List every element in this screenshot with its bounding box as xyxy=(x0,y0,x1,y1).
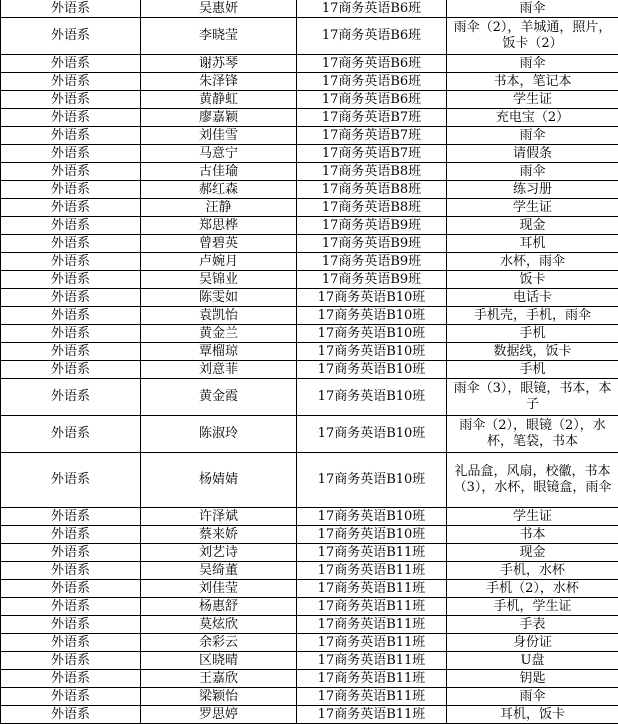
table-row xyxy=(1,163,618,181)
class-cell: 17商务英语B9班 xyxy=(297,271,447,289)
table-body xyxy=(1,0,618,724)
table-row xyxy=(1,325,618,343)
items-cell: 耳机，饭卡 xyxy=(447,706,618,724)
class-cell: 17商务英语B6班 xyxy=(297,73,447,91)
items-cell: 书本，笔记本 xyxy=(447,73,618,91)
class-cell: 17商务英语B7班 xyxy=(297,145,447,163)
class-cell: 17商务英语B10班 xyxy=(297,453,447,508)
table-row xyxy=(1,55,618,73)
table-row xyxy=(1,634,618,652)
class-cell: 17商务英语B11班 xyxy=(297,652,447,670)
name-cell: 区晓晴 xyxy=(141,652,297,670)
name-cell: 吴绮董 xyxy=(141,562,297,580)
class-cell: 17商务英语B10班 xyxy=(297,379,447,416)
department-cell: 外语系 xyxy=(1,634,141,652)
items-cell: 钥匙 xyxy=(447,670,618,688)
department-cell: 外语系 xyxy=(1,253,141,271)
department-cell: 外语系 xyxy=(1,616,141,634)
name-cell: 卢婉月 xyxy=(141,253,297,271)
department-cell: 外语系 xyxy=(1,18,141,55)
department-cell: 外语系 xyxy=(1,199,141,217)
table-row xyxy=(1,670,618,688)
table-row xyxy=(1,235,618,253)
items-cell: 雨伞 xyxy=(447,127,618,145)
class-cell: 17商务英语B10班 xyxy=(297,526,447,544)
table-row xyxy=(1,253,618,271)
department-cell: 外语系 xyxy=(1,0,141,18)
class-cell: 17商务英语B8班 xyxy=(297,199,447,217)
items-cell: 手表 xyxy=(447,616,618,634)
table-row xyxy=(1,562,618,580)
name-cell: 廖嘉颖 xyxy=(141,109,297,127)
table-row xyxy=(1,127,618,145)
department-cell: 外语系 xyxy=(1,343,141,361)
table-row xyxy=(1,343,618,361)
table-row xyxy=(1,688,618,706)
class-cell: 17商务英语B10班 xyxy=(297,325,447,343)
department-cell: 外语系 xyxy=(1,217,141,235)
name-cell: 李晓莹 xyxy=(141,18,297,55)
items-cell: 饭卡 xyxy=(447,271,618,289)
name-cell: 余彩云 xyxy=(141,634,297,652)
name-cell: 朱泽锋 xyxy=(141,73,297,91)
class-cell: 17商务英语B9班 xyxy=(297,235,447,253)
table-row xyxy=(1,217,618,235)
department-cell: 外语系 xyxy=(1,544,141,562)
class-cell: 17商务英语B11班 xyxy=(297,562,447,580)
items-cell: 身份证 xyxy=(447,634,618,652)
table-row xyxy=(1,453,618,508)
items-cell: 书本 xyxy=(447,526,618,544)
class-cell: 17商务英语B10班 xyxy=(297,307,447,325)
table-row xyxy=(1,580,618,598)
table-row xyxy=(1,0,618,18)
name-cell: 古佳瑜 xyxy=(141,163,297,181)
class-cell: 17商务英语B11班 xyxy=(297,598,447,616)
name-cell: 杨惠舒 xyxy=(141,598,297,616)
items-cell: 手机，学生证 xyxy=(447,598,618,616)
department-cell: 外语系 xyxy=(1,361,141,379)
department-cell: 外语系 xyxy=(1,91,141,109)
department-cell: 外语系 xyxy=(1,109,141,127)
name-cell: 刘艺诗 xyxy=(141,544,297,562)
department-cell: 外语系 xyxy=(1,163,141,181)
items-cell: 雨伞 xyxy=(447,163,618,181)
class-cell: 17商务英语B11班 xyxy=(297,616,447,634)
class-cell: 17商务英语B11班 xyxy=(297,580,447,598)
class-cell: 17商务英语B11班 xyxy=(297,670,447,688)
items-cell: 电话卡 xyxy=(447,289,618,307)
name-cell: 黄金霞 xyxy=(141,379,297,416)
class-cell: 17商务英语B10班 xyxy=(297,361,447,379)
table-row xyxy=(1,598,618,616)
name-cell: 曾碧英 xyxy=(141,235,297,253)
table-row xyxy=(1,109,618,127)
class-cell: 17商务英语B6班 xyxy=(297,91,447,109)
department-cell: 外语系 xyxy=(1,181,141,199)
table-row xyxy=(1,18,618,55)
department-cell: 外语系 xyxy=(1,416,141,453)
class-cell: 17商务英语B6班 xyxy=(297,18,447,55)
name-cell: 罗思婷 xyxy=(141,706,297,724)
items-cell: 请假条 xyxy=(447,145,618,163)
name-cell: 杨婧婧 xyxy=(141,453,297,508)
name-cell: 许泽斌 xyxy=(141,508,297,526)
class-cell: 17商务英语B11班 xyxy=(297,688,447,706)
name-cell: 马意宁 xyxy=(141,145,297,163)
class-cell: 17商务英语B6班 xyxy=(297,55,447,73)
table-row xyxy=(1,91,618,109)
name-cell: 吴惠妍 xyxy=(141,0,297,18)
table-row xyxy=(1,544,618,562)
department-cell: 外语系 xyxy=(1,706,141,724)
table-row xyxy=(1,145,618,163)
department-cell: 外语系 xyxy=(1,652,141,670)
items-cell: 练习册 xyxy=(447,181,618,199)
department-cell: 外语系 xyxy=(1,55,141,73)
table-row xyxy=(1,361,618,379)
department-cell: 外语系 xyxy=(1,127,141,145)
department-cell: 外语系 xyxy=(1,235,141,253)
department-cell: 外语系 xyxy=(1,145,141,163)
name-cell: 刘佳莹 xyxy=(141,580,297,598)
department-cell: 外语系 xyxy=(1,508,141,526)
items-cell: U盘 xyxy=(447,652,618,670)
class-cell: 17商务英语B11班 xyxy=(297,544,447,562)
department-cell: 外语系 xyxy=(1,580,141,598)
department-cell: 外语系 xyxy=(1,289,141,307)
class-cell: 17商务英语B9班 xyxy=(297,217,447,235)
name-cell: 蔡来娇 xyxy=(141,526,297,544)
class-cell: 17商务英语B8班 xyxy=(297,163,447,181)
class-cell: 17商务英语B6班 xyxy=(297,0,447,18)
table-row xyxy=(1,508,618,526)
items-cell: 雨伞 xyxy=(447,688,618,706)
name-cell: 刘佳雪 xyxy=(141,127,297,145)
items-cell: 手机（2），水杯 xyxy=(447,580,618,598)
class-cell: 17商务英语B9班 xyxy=(297,253,447,271)
name-cell: 黄金兰 xyxy=(141,325,297,343)
items-cell: 雨伞（3），眼镜，书本，本子 xyxy=(447,379,618,416)
department-cell: 外语系 xyxy=(1,688,141,706)
items-cell: 数据线，饭卡 xyxy=(447,343,618,361)
department-cell: 外语系 xyxy=(1,526,141,544)
items-cell: 手机 xyxy=(447,361,618,379)
class-cell: 17商务英语B10班 xyxy=(297,343,447,361)
class-cell: 17商务英语B10班 xyxy=(297,289,447,307)
items-cell: 学生证 xyxy=(447,508,618,526)
name-cell: 吴锦业 xyxy=(141,271,297,289)
department-cell: 外语系 xyxy=(1,670,141,688)
table-row xyxy=(1,616,618,634)
table-row xyxy=(1,73,618,91)
items-cell: 礼品盒，风扇，校徽，书本（3），水杯，眼镜盒，雨伞 xyxy=(447,453,618,508)
table-row xyxy=(1,416,618,453)
name-cell: 覃榴琼 xyxy=(141,343,297,361)
items-cell: 学生证 xyxy=(447,91,618,109)
name-cell: 莫炫欣 xyxy=(141,616,297,634)
department-cell: 外语系 xyxy=(1,562,141,580)
items-cell: 手机壳，手机，雨伞 xyxy=(447,307,618,325)
table-row xyxy=(1,307,618,325)
name-cell: 陈雯如 xyxy=(141,289,297,307)
name-cell: 郑思桦 xyxy=(141,217,297,235)
table-row xyxy=(1,289,618,307)
table-row xyxy=(1,271,618,289)
items-cell: 雨伞 xyxy=(447,55,618,73)
items-cell: 充电宝（2） xyxy=(447,109,618,127)
name-cell: 刘意菲 xyxy=(141,361,297,379)
items-cell: 雨伞（2），眼镜（2），水杯，笔袋，书本 xyxy=(447,416,618,453)
class-cell: 17商务英语B8班 xyxy=(297,181,447,199)
department-cell: 外语系 xyxy=(1,598,141,616)
department-cell: 外语系 xyxy=(1,379,141,416)
name-cell: 陈淑玲 xyxy=(141,416,297,453)
name-cell: 袁凯怡 xyxy=(141,307,297,325)
items-cell: 手机 xyxy=(447,325,618,343)
items-cell: 手机，水杯 xyxy=(447,562,618,580)
items-cell: 现金 xyxy=(447,217,618,235)
class-cell: 17商务英语B7班 xyxy=(297,109,447,127)
class-cell: 17商务英语B11班 xyxy=(297,706,447,724)
table-row xyxy=(1,526,618,544)
name-cell: 汪静 xyxy=(141,199,297,217)
items-cell: 耳机 xyxy=(447,235,618,253)
department-cell: 外语系 xyxy=(1,325,141,343)
items-cell: 雨伞（2），羊城通，照片，饭卡（2） xyxy=(447,18,618,55)
department-cell: 外语系 xyxy=(1,307,141,325)
class-cell: 17商务英语B10班 xyxy=(297,508,447,526)
department-cell: 外语系 xyxy=(1,73,141,91)
items-cell: 学生证 xyxy=(447,199,618,217)
table-row xyxy=(1,199,618,217)
name-cell: 郝红森 xyxy=(141,181,297,199)
department-cell: 外语系 xyxy=(1,271,141,289)
class-cell: 17商务英语B7班 xyxy=(297,127,447,145)
table-row xyxy=(1,379,618,416)
table-row xyxy=(1,652,618,670)
name-cell: 王嘉欣 xyxy=(141,670,297,688)
name-cell: 梁颖怡 xyxy=(141,688,297,706)
items-cell: 雨伞 xyxy=(447,0,618,18)
table-row xyxy=(1,706,618,724)
class-cell: 17商务英语B11班 xyxy=(297,634,447,652)
items-cell: 水杯，雨伞 xyxy=(447,253,618,271)
name-cell: 谢苏琴 xyxy=(141,55,297,73)
items-cell: 现金 xyxy=(447,544,618,562)
table-row xyxy=(1,181,618,199)
name-cell: 黄静虹 xyxy=(141,91,297,109)
department-cell: 外语系 xyxy=(1,453,141,508)
class-cell: 17商务英语B10班 xyxy=(297,416,447,453)
